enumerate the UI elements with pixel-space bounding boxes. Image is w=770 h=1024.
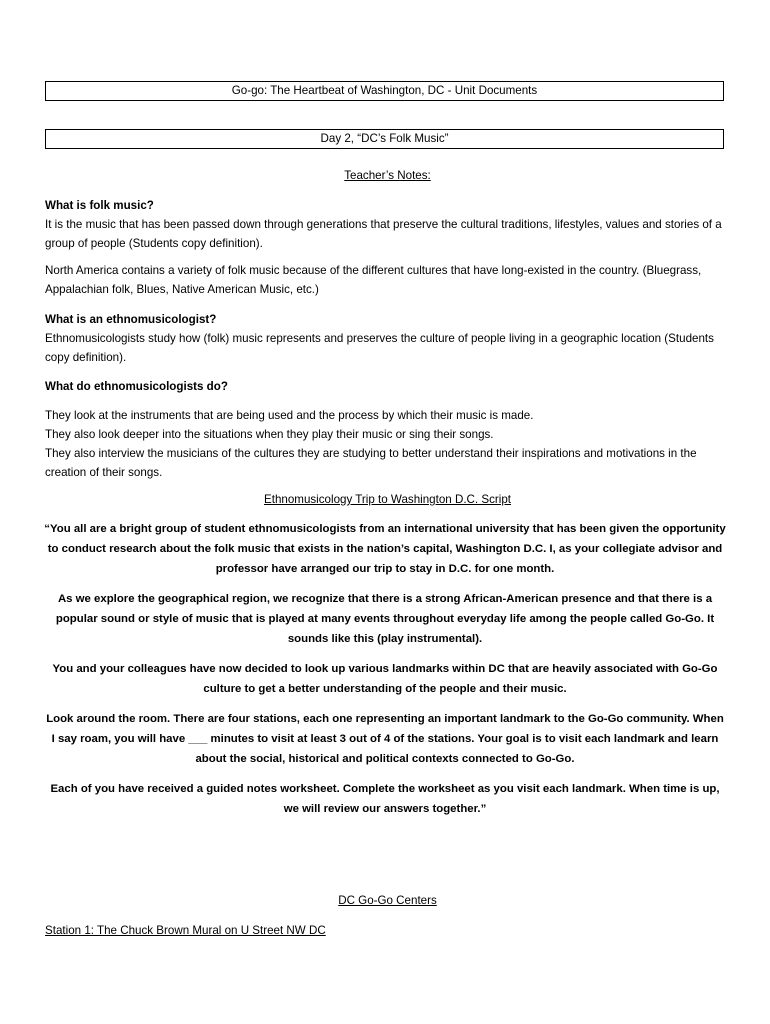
unit-title-box	[45, 81, 724, 101]
section-folk-music	[45, 196, 735, 299]
section-ethnomusicologist	[45, 310, 735, 367]
script-paragraph: Look around the room. There are four stations, each one representing an important landmark to the Go-Go community. When I say roam, you will have ___ minutes to visit at least 3 out of 4 of the stations. Your goal is to visit each landmark and learn about the social, historical and political contexts connected to Go-Go.	[46, 713, 724, 765]
folk-music-extra: North America contains a variety of folk music because of the different cultures that have long-existed in the country. (Bluegrass, Appalachian folk, Blues, Native American Music, etc.)	[45, 264, 702, 296]
day-title-box	[45, 129, 724, 149]
day-title: Day 2, “DC’s Folk Music”	[320, 132, 449, 145]
notes-heading: Teacher’s Notes:	[344, 169, 431, 182]
ethno-do-line-3: They also interview the musicians of the cultures they are studying to better understand their inspirations and motivations in the creation of their songs.	[45, 447, 697, 479]
script-paragraph: As we explore the geographical region, we recognize that there is a strong African-American presence and that there is a popular sound or style of music that is played at many events throughout everyday life among the people called Go-Go. It sounds like this (play instrumental).	[55, 593, 715, 645]
script-body	[44, 519, 726, 819]
answer-folk-music: It is the music that has been passed down through generations that preserve the cultural traditions, lifestyles, values and stories of a group of people (Students copy definition).	[45, 218, 722, 250]
section-ethno-do	[45, 377, 735, 482]
question-ethnomusicologist: What is an ethnomusicologist?	[45, 313, 217, 326]
question-ethno-do: What do ethnomusicologists do?	[45, 380, 228, 393]
unit-title: Go-go: The Heartbeat of Washington, DC - Unit Documents	[231, 84, 538, 97]
script-paragraph: Each of you have received a guided notes worksheet. Complete the worksheet as you visit each landmark. When time is up, we will review our answers together.”	[50, 783, 720, 815]
station-1-heading: Station 1: The Chuck Brown Mural on U Street NW DC	[45, 924, 326, 937]
script-title: Ethnomusicology Trip to Washington D.C. Script	[263, 493, 511, 506]
script-paragraph: “You all are a bright group of student ethnomusicologists from an international university that has been given the opportunity to conduct research about the folk music that exists in the nation’s capital, Washington D.C. I, as your collegiate advisor and professor have arranged our trip to stay in D.C. for one month.	[44, 523, 726, 575]
ethno-do-line-2: They also look deeper into the situations when they play their music or sing their songs.	[45, 428, 494, 441]
script-paragraph: You and your colleagues have now decided to look up various landmarks within DC that are heavily associated with Go-Go culture to get a better understanding of the people and their music.	[52, 663, 718, 695]
ethno-do-line-1: They look at the instruments that are being used and the process by which their music is made.	[45, 409, 534, 422]
answer-ethnomusicologist: Ethnomusicologists study how (folk) music represents and preserves the culture of people living in a geographic location (Students copy definition).	[45, 332, 714, 364]
centers-title: DC Go-Go Centers	[338, 894, 437, 907]
question-folk-music: What is folk music?	[45, 199, 154, 212]
